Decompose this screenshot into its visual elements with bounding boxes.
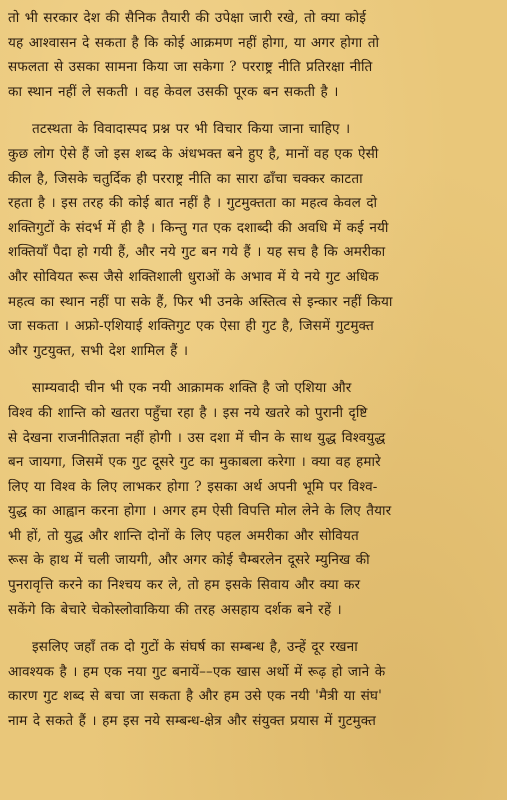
text-line: आवश्यक है । हम एक नया गुट बनायें––एक खास अर्थो में रूढ़ हो जाने के — [8, 663, 386, 680]
paragraph-4 — [8, 635, 503, 733]
text-line: और गुटयुक्त, सभी देश शामिल हैं । — [8, 342, 189, 359]
paragraph-3 — [8, 376, 503, 622]
text-line: भी हों, तो युद्ध और शान्ति दोनों के लिए पहल अमरीका और सोवियत — [8, 527, 359, 544]
paragraph-1 — [8, 6, 503, 104]
text-line: सकेंगे कि बेचारे चेकोस्लोवाकिया की तरह असहाय दर्शक बने रहें । — [8, 601, 342, 618]
text-line: लिए या विश्व के लिए लाभकर होगा ? इसका अर्थ अपनी भूमि पर विश्व- — [8, 478, 378, 495]
text-line: युद्ध का आह्वान करना होगा । अगर हम ऐसी विपत्ति मोल लेने के लिए तैयार — [8, 503, 392, 520]
text-line: कुछ लोग ऐसे हैं जो इस शब्द के अंधभक्त बने हुए है, मानों वह एक ऐसी — [8, 145, 379, 162]
text-line: से देखना राजनीतिज्ञता नहीं होगी । उस दशा में चीन के साथ युद्ध विश्वयुद्ध — [8, 429, 386, 446]
text-line: इसलिए जहाँ तक दो गुटों के संघर्ष का सम्बन्ध है, उन्हें दूर रखना — [32, 639, 358, 656]
text-line: नाम दे सकते हैं । हम इस नये सम्बन्ध-क्षेत्र और संयुक्त प्रयास में गुटमुक्त — [8, 713, 377, 730]
text-line: तटस्थता के विवादास्पद प्रश्न पर भी विचार किया जाना चाहिए । — [32, 121, 351, 138]
text-line: रूस के हाथ में चली जायगी, और अगर कोई चैम्बरलेन दूसरे म्युनिख की — [8, 552, 370, 569]
text-line: यह आश्वासन दे सकता है कि कोई आक्रमण नहीं होगा, या अगर होगा तो — [8, 34, 380, 51]
text-line: और सोवियत रूस जैसे शक्तिशाली धुराओं के अभाव में ये नये गुट अधिक — [8, 268, 379, 285]
text-line: बन जायगा, जिसमें एक गुट दूसरे गुट का मुकाबला करेगा । क्या वह हमारे — [8, 454, 381, 471]
text-line: पुनरावृत्ति करने का निश्चय कर ले, तो हम इसके सिवाय और क्या कर — [8, 577, 361, 594]
text-line: रहता है । इस तरह की कोई बात नहीं है । गुटमुक्तता का महत्व केवल दो — [8, 195, 378, 212]
text-line: कारण गुट शब्द से बचा जा सकता है और हम उसे एक नयी 'मैत्री या संघ' — [8, 688, 382, 705]
text-line: शक्तिगुटों के संदर्भ में ही है । किन्तु गत एक दशाब्दी की अवधि में कई नयी — [8, 219, 389, 236]
text-line: सफलता से उसका सामना किया जा सकेगा ? परराष्ट्र नीति प्रतिरक्षा नीति — [8, 59, 373, 76]
text-line: जा सकता । अफ्रो-एशियाई शक्तिगुट एक ऐसा ही गुट है, जिसमें गुटमुक्त — [8, 318, 374, 335]
text-line: विश्व की शान्ति को खतरा पहुँचा रहा है । इस नये खतरे को पुरानी दृष्टि — [8, 404, 368, 421]
text-line: तो भी सरकार देश की सैनिक तैयारी की उपेक्षा जारी रखे, तो क्या कोई — [8, 10, 367, 26]
text-line: का स्थान नहीं ले सकती । वह केवल उसकी पूरक बन सकती है । — [8, 83, 339, 100]
text-line: महत्व का स्थान नहीं पा सके हैं, फिर भी उनके अस्तित्व से इन्कार नहीं किया — [8, 293, 393, 310]
paragraph-2 — [8, 117, 503, 363]
text-line: साम्यवादी चीन भी एक नयी आक्रामक शक्ति है जो एशिया और — [32, 380, 352, 397]
text-line: शक्तियाँ पैदा हो गयी हैं, और नये गुट बन गये हैं । यह सच है कि अमरीका — [8, 244, 386, 261]
text-line: कील है, जिसके चतुर्दिक ही परराष्ट्र नीति का सारा ढाँचा चक्कर काटता — [8, 170, 363, 187]
